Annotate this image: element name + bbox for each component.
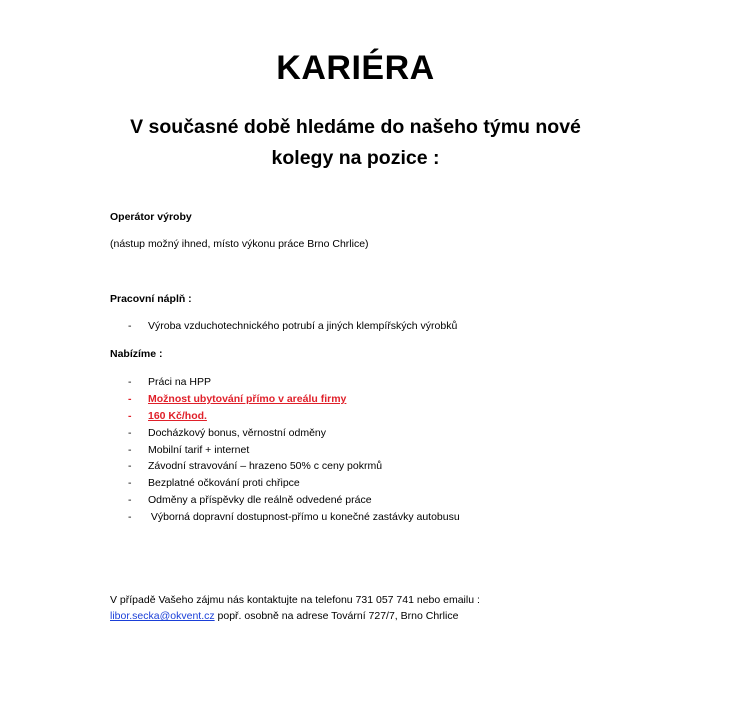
bullet-dash: - (128, 426, 132, 439)
email-link[interactable]: libor.secka@okvent.cz (110, 610, 215, 622)
list-item-text: Bezplatné očkování proti chřipce (148, 477, 300, 490)
offer-heading: Nabízíme : (110, 348, 163, 360)
contact-line-2 (110, 609, 458, 623)
work-content-heading: Pracovní náplň : (110, 293, 192, 305)
list-item-text: Docházkový bonus, věrnostní odměny (148, 426, 327, 439)
subtitle-line-2: kolegy na pozice : (271, 147, 440, 169)
page-subtitle (100, 112, 611, 174)
bullet-dash: - (128, 392, 132, 405)
list-item-text: Práci na HPP (148, 376, 212, 388)
list-item-text: Odměny a příspěvky dle reálně odvedené práce (148, 494, 372, 507)
subtitle-line-1: V současné době hledáme do našeho týmu nové (130, 116, 581, 138)
list-item-text: Mobilní tarif + internet (148, 443, 250, 456)
list-item-text: 160 Kč/hod. (148, 409, 207, 422)
bullet-dash: - (128, 477, 132, 490)
bullet-dash: - (128, 511, 132, 524)
bullet-dash: - (128, 460, 132, 473)
position-name: Operátor výroby (110, 211, 192, 223)
bullet-dash: - (128, 443, 132, 456)
contact-address: popř. osobně na adrese Tovární 727/7, Brno Chrlice (214, 610, 459, 622)
list-item-text: Možnost ubytování přímo v areálu firmy (148, 392, 347, 405)
page-title: KARIÉRA (276, 49, 435, 87)
list-item-text: Výroba vzduchotechnického potrubí a jiných klempířských výrobků (148, 320, 458, 332)
list-item-text: Výborná dopravní dostupnost-přímo u konečné zastávky autobusu (148, 511, 460, 524)
bullet-dash: - (128, 320, 132, 332)
list-item-text: Závodní stravování – hrazeno 50% c ceny pokrmů (148, 460, 383, 473)
contact-line-1: V případě Vašeho zájmu nás kontaktujte na telefonu 731 057 741 nebo emailu : (110, 594, 480, 606)
position-details: (nástup možný ihned, místo výkonu práce Brno Chrlice) (110, 238, 369, 250)
bullet-dash: - (128, 494, 132, 507)
bullet-dash: - (128, 409, 132, 422)
bullet-dash: - (128, 376, 132, 388)
